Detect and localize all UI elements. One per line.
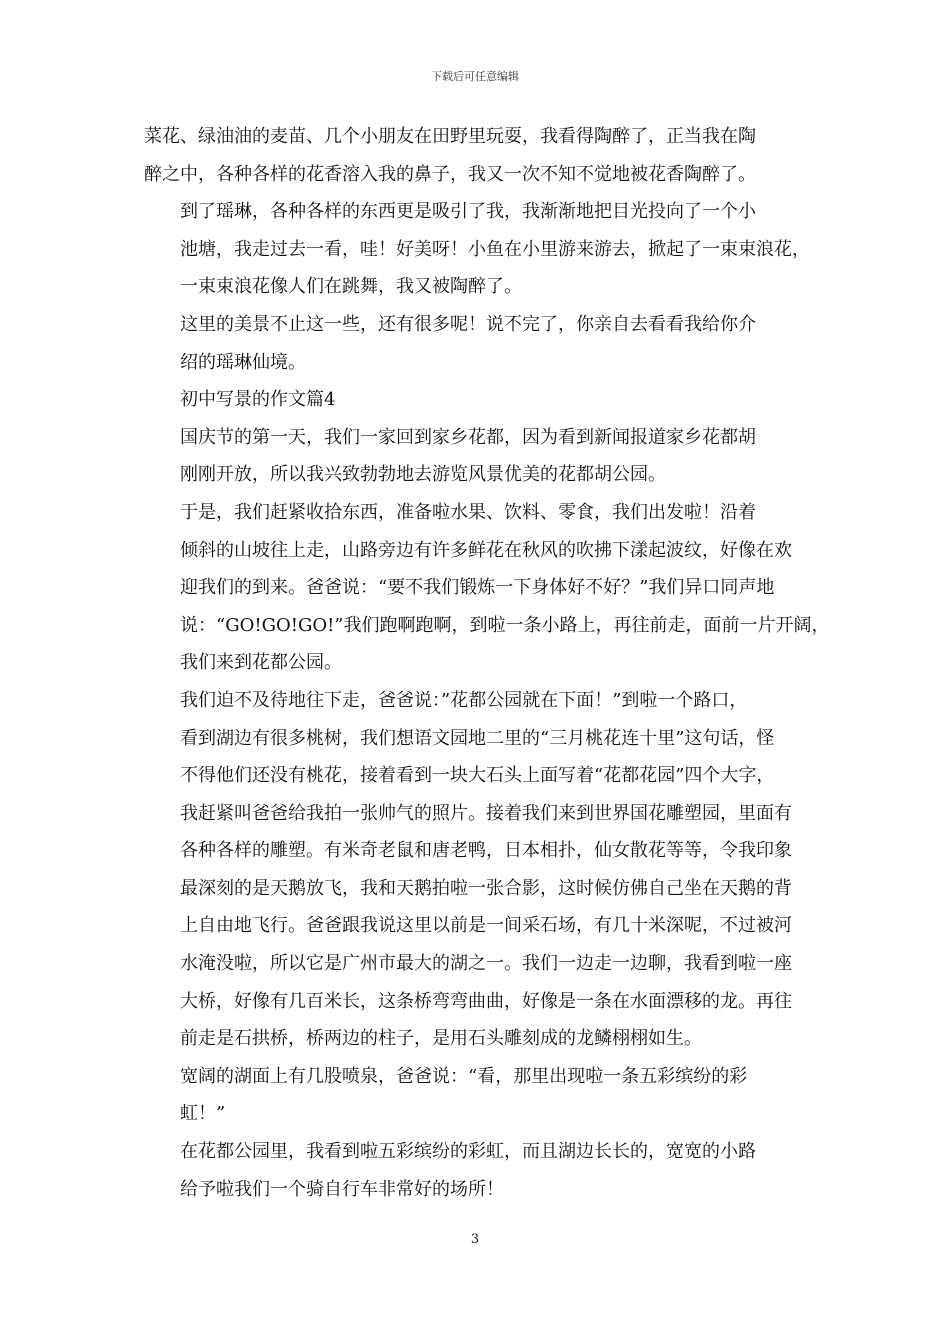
text-line: 我们来到花都公园。	[180, 652, 342, 674]
text-line: 说：“GO!GO!GO!”我们跑啊跑啊，到啦一条小路上，再往前走，面前一片开阔，	[180, 614, 830, 636]
text-line: 前走是石拱桥，桥两边的柱子，是用石头雕刻成的龙鳞栩栩如生。	[180, 1028, 702, 1050]
text-line: 上自由地飞行。爸爸跟我说这里以前是一间采石场，有几十米深呢，不过被河	[180, 915, 792, 937]
text-line: 初中写景的作文篇4	[180, 389, 336, 411]
page-header: 下载后可任意编辑	[431, 70, 519, 83]
text-line: 最深刻的是天鹅放飞，我和天鹅拍啦一张合影，这时候仿佛自己坐在天鹅的背	[180, 877, 792, 899]
text-line: 在花都公园里，我看到啦五彩缤纷的彩虹，而且湖边长长的，宽宽的小路	[180, 1141, 756, 1163]
text-line: 水淹没啦，所以它是广州市最大的湖之一。我们一边走一边聊，我看到啦一座	[180, 953, 792, 975]
paragraph	[144, 1058, 810, 1133]
page-number: 3	[470, 1232, 480, 1247]
text-line: 看到湖边有很多桃树，我们想语文园地二里的“三月桃花连十里”这句话，怪	[180, 727, 775, 749]
paragraph	[144, 682, 810, 1058]
text-line: 池塘，我走过去一看，哇！好美呀！小鱼在小里游来游去，掀起了一束束浪花，	[180, 238, 810, 260]
text-line: 刚刚开放，所以我兴致勃勃地去游览风景优美的花都胡公园。	[180, 464, 666, 486]
text-line: 给予啦我们一个骑自行车非常好的场所！	[180, 1178, 504, 1200]
text-line: 于是，我们赶紧收拾东西，准备啦水果、饮料、零食，我们出发啦！沿着	[180, 501, 756, 523]
text-line: 醉之中，各种各样的花香溶入我的鼻子，我又一次不知不觉地被花香陶醉了。	[144, 163, 756, 185]
paragraph	[144, 419, 810, 494]
paragraph	[144, 1133, 810, 1208]
document-body	[144, 118, 830, 1208]
text-line: 国庆节的第一天，我们一家回到家乡花都，因为看到新闻报道家乡花都胡	[180, 426, 756, 448]
text-line: 我赶紧叫爸爸给我拍一张帅气的照片。接着我们来到世界国花雕塑园，里面有	[180, 802, 792, 824]
paragraph	[144, 306, 810, 381]
text-line: 菜花、绿油油的麦苗、几个小朋友在田野里玩耍，我看得陶醉了，正当我在陶	[144, 126, 756, 147]
text-line: 迎我们的到来。爸爸说：“要不我们锻炼一下身体好不好？”我们异口同声地	[180, 577, 775, 599]
text-line: 一束束浪花像人们在跳舞，我又被陶醉了。	[180, 276, 522, 298]
text-line: 不得他们还没有桃花，接着看到一块大石头上面写着“花都花园”四个大字，	[180, 765, 775, 787]
paragraph	[144, 118, 810, 193]
text-line: 到了瑶琳，各种各样的东西更是吸引了我，我渐渐地把目光投向了一个小	[180, 201, 756, 223]
text-line: 倾斜的山坡往上走，山路旁边有许多鲜花在秋风的吹拂下漾起波纹，好像在欢	[180, 539, 792, 561]
text-line: 各种各样的雕塑。有米奇老鼠和唐老鸭，日本相扑，仙女散花等等，令我印象	[180, 840, 792, 862]
text-line: 这里的美景不止这一些，还有很多呢！说不完了，你亲自去看看我给你介	[180, 313, 756, 335]
text-line: 我们迫不及待地往下走，爸爸说：”花都公园就在下面！”到啦一个路口，	[180, 689, 748, 711]
paragraph	[144, 381, 810, 419]
text-line: 虹！”	[180, 1103, 226, 1125]
text-line: 宽阔的湖面上有几股喷泉，爸爸说：“看，那里出现啦一条五彩缤纷的彩	[180, 1065, 748, 1087]
paragraph	[144, 494, 830, 682]
text-line: 绍的瑶琳仙境。	[180, 351, 306, 373]
text-line: 大桥，好像有几百米长，这条桥弯弯曲曲，好像是一条在水面漂移的龙。再往	[180, 990, 792, 1012]
paragraph	[144, 193, 810, 306]
